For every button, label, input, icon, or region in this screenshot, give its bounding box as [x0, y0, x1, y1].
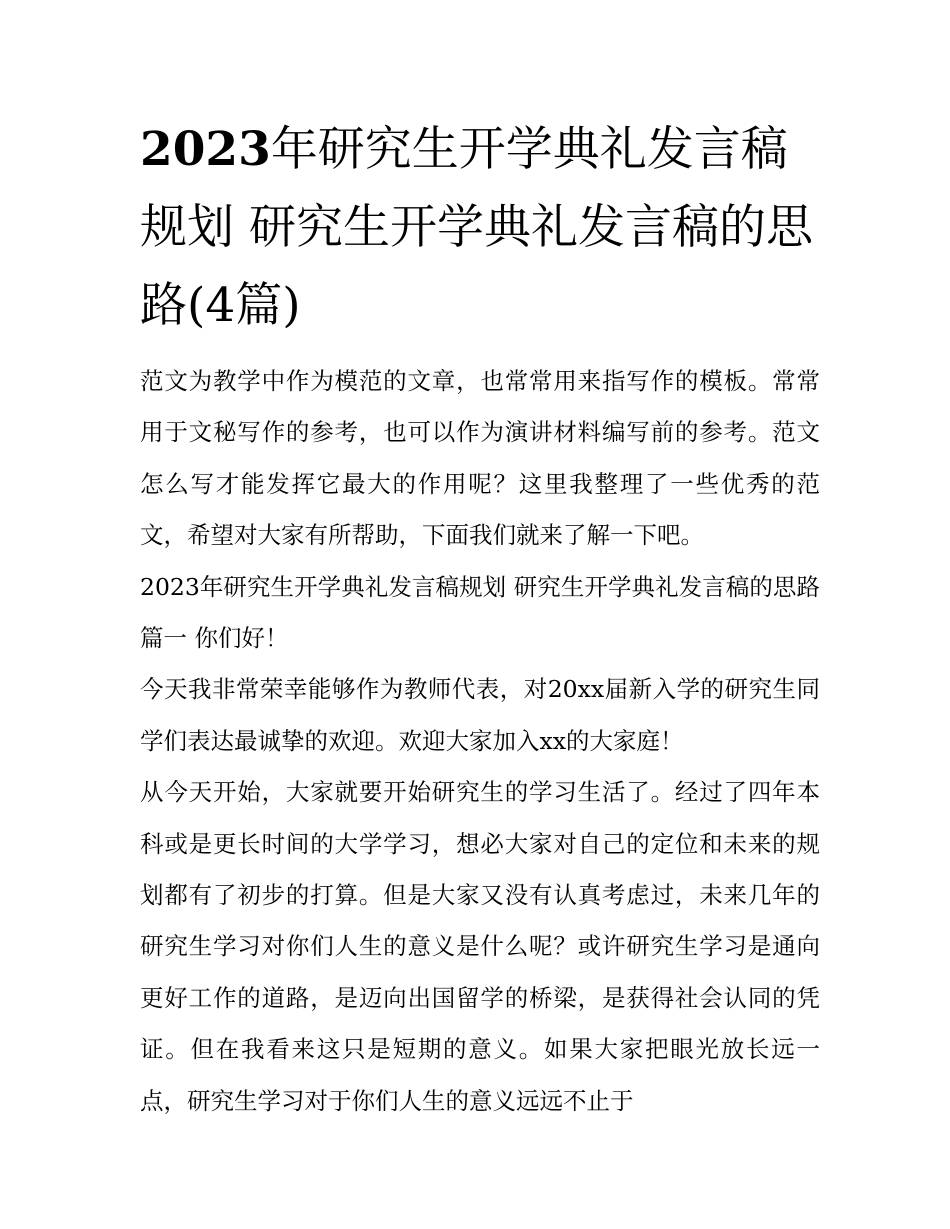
paragraph-welcome: 今天我非常荣幸能够作为教师代表，对20xx届新入学的研究生同学们表达最诚挚的欢迎。欢迎大家加入xx的大家庭！ — [140, 675, 820, 755]
title-text: 年研究生开学典礼发言稿规划 研究生开学典礼发言稿的思路(4篇) — [140, 122, 813, 333]
document-title — [140, 111, 820, 345]
title-year: 2023 — [140, 122, 271, 177]
paragraph-intro: 范文为教学中作为模范的文章，也常常用来指写作的模板。常常用于文秘写作的参考，也可以作为演讲材料编写前的参考。范文怎么写才能发挥它最大的作用呢？这里我整理了一些优秀的范文，希望对大家有所帮助，下面我们就来了解一下吧。 — [140, 367, 820, 550]
paragraph-main: 从今天开始，大家就要开始研究生的学习生活了。经过了四年本科或是更长时间的大学学习，想必大家对自己的定位和未来的规划都有了初步的打算。但是大家又没有认真考虑过，未来几年的研究生学习对你们人生的意义是什么呢？或许研究生学习是通向更好工作的道路，是迈向出国留学的桥梁，是获得社会认同的凭证。但在我看来这只是短期的意义。如果大家把眼光放长远一点，研究生学习对于你们人生的意义远远不止于 — [140, 778, 820, 1115]
paragraph-section-heading: 2023年研究生开学典礼发言稿规划 研究生开学典礼发言稿的思路篇一 你们好！ — [140, 572, 820, 653]
document-body — [140, 356, 820, 1127]
